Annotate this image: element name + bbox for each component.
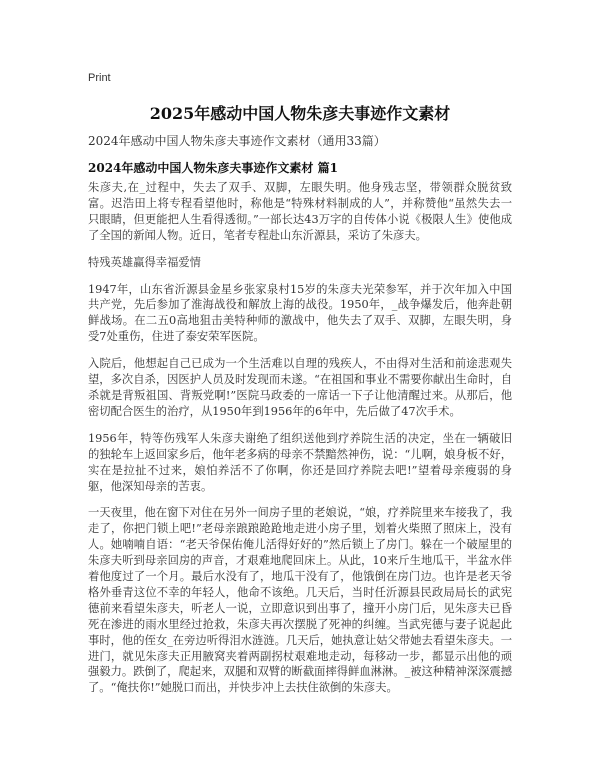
paragraph: 朱彦夫,在_过程中，失去了双手、双脚，左眼失明。他身残志坚，带领群众脱贫致富。迟浩田上将专程看望他时，称他是“特殊材料制成的人”，并称赞他“虽然失去一只眼睛，但更能把人生看得透彻。”一部长达43万字的自传体小说《极限人生》使他成了全国的新闻人物。近日，笔者专程赴山东沂源县，采访了朱彦夫。 [88, 181, 512, 242]
article-body [88, 180, 512, 707]
print-link[interactable]: Print [88, 72, 111, 84]
paragraph: 一天夜里，他在窗下对住在另外一间房子里的老娘说，“娘，疗养院里来车接我了，我走了，你把门锁上吧!”老母亲踉踉跄跄地走进小房子里，划着火柴照了照床上，没有人。她喃喃自语：“老天爷保佑俺儿活得好好的”然后锁上了房门。躲在一个破屋里的朱彦夫听到母亲回房的声音，才艰难地爬回床上。从此，10来斤生地瓜干，半盆水伴着他度过了一个月。最后水没有了，地瓜干没有了，他饿倒在房门边。也许是老天爷格外垂青这位不幸的年轻人，他命不该绝。几天后，当时任沂源县民政局局长的武宪德前来看望朱彦夫，听老人一说，立即意识到出事了，撞开小房门后，见朱彦夫已昏死在渗进的雨水里经过抢救，朱彦夫再次摆脱了死神的纠缠。当武宪德与妻子说起此事时，他的侄女_在旁边听得泪水涟涟。几天后，她执意让姑父带她去看望朱彦夫。一进门，就见朱彦夫正用腋窝夹着两副拐杖艰难地走动，每移动一步，都显示出他的顽强毅力。跌倒了，爬起来，双腿和双臂的断截面摔得鲜血淋淋。_被这种精神深深震撼了。“俺扶你!”她脱口而出，并快步冲上去扶住欲倒的朱彦夫。 [88, 506, 512, 695]
paragraph: 入院后，他想起自己已成为一个生活难以自理的残疾人，不由得对生活和前途悲观失望，多次自杀，因医护人员及时发现而未遂。“在祖国和事业不需要你献出生命时，自杀就是背叛祖国、背叛党啊!”医院马政委的一席话一下子让他清醒过来。从那后，他密切配合医生的治疗，从1950年到1956年的6年中，先后做了47次手术。 [88, 357, 512, 418]
page-title: 2025年感动中国人物朱彦夫事迹作文素材 [149, 104, 451, 123]
section-heading: 2024年感动中国人物朱彦夫事迹作文素材 篇1 [88, 161, 338, 175]
paragraph: 1947年，山东省沂源县金星乡张家泉村15岁的朱彦夫光荣参军，并于次年加入中国共产党，先后参加了淮海战役和解放上海的战役。1950年，_战争爆发后，他奔赴朝鲜战场。在二五0高地狙击美特种师的激战中，他失去了双手、双脚，左眼失明，身受7处重伤，住进了泰安荣军医院。 [88, 282, 512, 344]
sub-heading: 特残英雄赢得幸福爱情 [88, 255, 201, 269]
paragraph: 1956年，特等伤残军人朱彦夫谢绝了组织送他到疗养院生活的决定，坐在一辆破旧的独轮车上返回家乡后，他年老多病的母亲不禁黯然神伤，说：“儿啊，娘身板不好，实在是拉扯不过来，娘怕养活不了你啊，你还是回疗养院去吧!”望着母亲瘦弱的身躯，他深知母亲的苦衷。 [88, 431, 512, 493]
page-subtitle: 2024年感动中国人物朱彦夫事迹作文素材（通用33篇） [88, 134, 386, 148]
